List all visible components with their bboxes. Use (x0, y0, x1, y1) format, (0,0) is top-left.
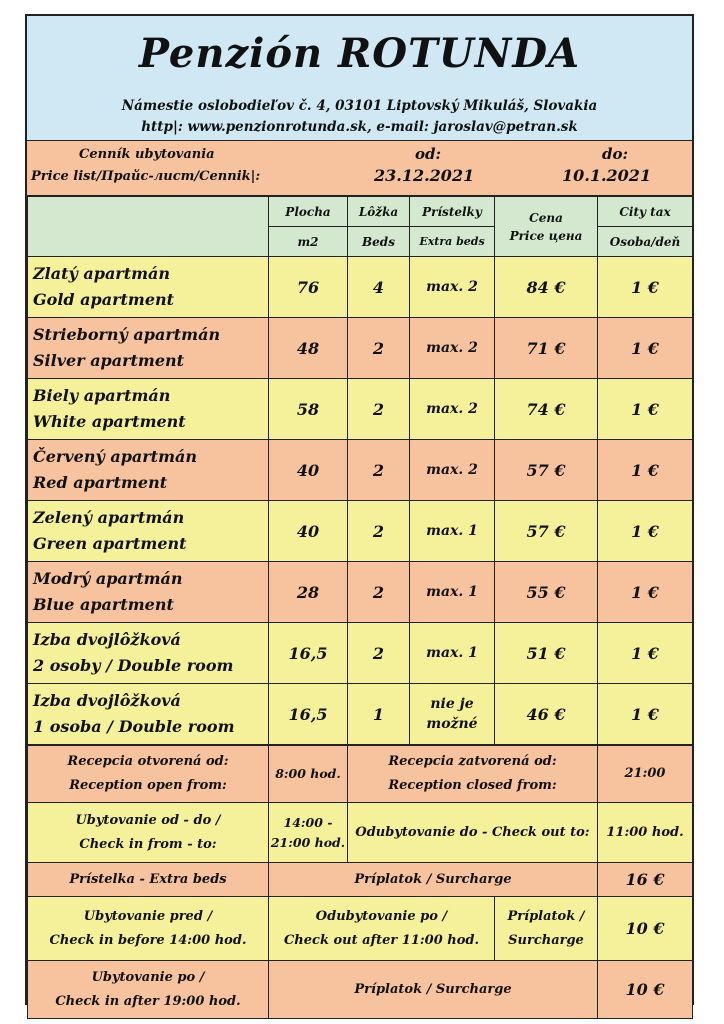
room-name (28, 440, 269, 501)
checkin-time-to: 21:00 hod. (270, 834, 346, 850)
surcharge-line2: Surcharge (508, 932, 584, 948)
table-row (28, 562, 693, 623)
late-checkin-price: 10 € (598, 961, 693, 1019)
reception-closed-sk: Recepcia zatvorená od: (388, 754, 557, 769)
reception-open-en: Reception open from: (69, 778, 227, 793)
extra-bed-label: Prístelka - Extra beds (28, 863, 269, 897)
room-beds: 2 (348, 318, 410, 379)
surcharge-line1: Príplatok / (507, 908, 585, 924)
header-blank (28, 197, 269, 257)
late-checkout-surcharge (495, 897, 598, 961)
room-price: 51 € (495, 623, 598, 684)
room-name (28, 501, 269, 562)
price-list-label-multi: Price list/Прайс-лист/Cennik|: (31, 169, 261, 184)
room-extra: max. 1 (410, 501, 495, 562)
room-name-sk: Modrý apartmán (33, 569, 183, 588)
room-area: 76 (269, 257, 348, 318)
room-name (28, 562, 269, 623)
reception-closed-label (348, 746, 598, 803)
room-area: 58 (269, 379, 348, 440)
room-name-sk: Biely apartmán (33, 386, 171, 405)
checkin-sk: Ubytovanie od - do / (75, 812, 221, 828)
late-checkout-sk: Odubytovanie po / (315, 908, 448, 924)
col-price (495, 197, 598, 257)
room-name-en: Blue apartment (33, 595, 174, 614)
room-beds: 4 (348, 257, 410, 318)
room-name (28, 318, 269, 379)
reception-open-label (28, 746, 269, 803)
room-tax: 1 € (598, 684, 693, 745)
table-row (28, 684, 693, 745)
room-tax: 1 € (598, 318, 693, 379)
col-extra: Prístelky (410, 197, 495, 227)
reception-closed-en: Reception closed from: (388, 778, 557, 793)
room-price: 74 € (495, 379, 598, 440)
early-checkin-label (28, 897, 269, 961)
room-name-en: Silver apartment (33, 351, 185, 370)
period-bar (27, 141, 692, 196)
room-extra: max. 2 (410, 318, 495, 379)
early-checkin-row (28, 897, 693, 961)
room-beds: 2 (348, 623, 410, 684)
room-name (28, 623, 269, 684)
room-name-en: Gold apartment (33, 290, 175, 309)
early-checkin-en: Check in before 14:00 hod. (49, 932, 247, 948)
checkin-time (269, 803, 348, 863)
table-row (28, 379, 693, 440)
room-name-sk: Zelený apartmán (33, 508, 185, 527)
checkin-en: Check in from - to: (79, 836, 217, 852)
rooms-table (27, 196, 693, 745)
page-title: Penzión ROTUNDA (138, 30, 581, 77)
col-area-unit: m2 (269, 227, 348, 257)
room-name-en: 2 osoby / Double room (33, 656, 234, 675)
room-extra: max. 2 (410, 379, 495, 440)
reception-open-sk: Recepcia otvorená od: (67, 754, 229, 769)
col-extra-en: Extra beds (410, 227, 495, 257)
room-price: 55 € (495, 562, 598, 623)
room-price: 57 € (495, 501, 598, 562)
reception-row (28, 746, 693, 803)
late-checkin-sk: Ubytovanie po / (91, 969, 205, 985)
room-tax: 1 € (598, 501, 693, 562)
room-area: 40 (269, 440, 348, 501)
room-name-sk: Izba dvojlôžková (33, 691, 181, 710)
checkout-label: Odubytovanie do - Check out to: (348, 803, 598, 863)
late-checkin-surcharge: Príplatok / Surcharge (269, 961, 598, 1019)
room-extra: max. 1 (410, 623, 495, 684)
reception-closed-time: 21:00 (598, 746, 693, 803)
room-name-sk: Zlatý apartmán (33, 264, 171, 283)
col-price-sk: Cena (529, 210, 563, 225)
info-table (27, 745, 693, 1019)
to-date: 10.1.2021 (562, 166, 652, 185)
late-checkin-label (28, 961, 269, 1019)
room-tax: 1 € (598, 257, 693, 318)
room-name-sk: Červený apartmán (33, 447, 197, 466)
room-tax: 1 € (598, 440, 693, 501)
extra-bed-row (28, 863, 693, 897)
room-beds: 2 (348, 379, 410, 440)
room-beds: 2 (348, 440, 410, 501)
room-name (28, 379, 269, 440)
room-extra: max. 1 (410, 562, 495, 623)
early-checkin-sk: Ubytovanie pred / (83, 908, 213, 924)
extra-bed-price: 16 € (598, 863, 693, 897)
room-name-en: Green apartment (33, 534, 187, 553)
price-list-sheet (25, 14, 694, 1009)
col-beds: Lôžka (348, 197, 410, 227)
room-area: 28 (269, 562, 348, 623)
room-name-en: Red apartment (33, 473, 168, 492)
price-list-label-sk: Cenník ubytovania (79, 147, 215, 162)
room-beds: 2 (348, 562, 410, 623)
room-area: 16,5 (269, 684, 348, 745)
room-tax: 1 € (598, 623, 693, 684)
reception-open-time: 8:00 hod. (269, 746, 348, 803)
col-beds-en: Beds (348, 227, 410, 257)
room-price: 57 € (495, 440, 598, 501)
table-row (28, 257, 693, 318)
room-name (28, 684, 269, 745)
checkout-time: 11:00 hod. (598, 803, 693, 863)
room-name-sk: Strieborný apartmán (33, 325, 221, 344)
website-email: http|: www.penzionrotunda.sk, e-mail: jaroslav@petran.sk (141, 119, 578, 135)
room-price: 84 € (495, 257, 598, 318)
late-checkout-en: Check out after 11:00 hod. (283, 932, 480, 948)
room-name (28, 257, 269, 318)
col-area: Plocha (269, 197, 348, 227)
extra-bed-surcharge: Príplatok / Surcharge (269, 863, 598, 897)
room-beds: 2 (348, 501, 410, 562)
room-area: 40 (269, 501, 348, 562)
room-extra: nie je možné (410, 684, 495, 745)
table-row (28, 623, 693, 684)
room-area: 16,5 (269, 623, 348, 684)
room-price: 46 € (495, 684, 598, 745)
from-label: od: (415, 145, 442, 163)
col-tax-unit: Osoba/deň (598, 227, 693, 257)
table-row (28, 501, 693, 562)
late-checkin-row (28, 961, 693, 1019)
room-name-en: 1 osoba / Double room (33, 717, 235, 736)
checkin-time-from: 14:00 - (283, 814, 333, 830)
early-checkin-price: 10 € (598, 897, 693, 961)
late-checkin-en: Check in after 19:00 hod. (55, 993, 241, 1009)
checkin-row (28, 803, 693, 863)
address: Námestie oslobodieľov č. 4, 03101 Liptovský Mikuláš, Slovakia (121, 98, 598, 114)
room-area: 48 (269, 318, 348, 379)
from-date: 23.12.2021 (374, 166, 475, 185)
room-tax: 1 € (598, 379, 693, 440)
room-tax: 1 € (598, 562, 693, 623)
room-extra: max. 2 (410, 257, 495, 318)
header (27, 16, 692, 141)
table-row (28, 318, 693, 379)
col-price-en: Price цена (509, 228, 583, 243)
table-row (28, 440, 693, 501)
room-beds: 1 (348, 684, 410, 745)
room-name-sk: Izba dvojlôžková (33, 630, 181, 649)
room-name-en: White apartment (33, 412, 186, 431)
checkin-label (28, 803, 269, 863)
late-checkout-label (269, 897, 495, 961)
to-label: do: (602, 145, 629, 163)
room-extra: max. 2 (410, 440, 495, 501)
col-tax: City tax (598, 197, 693, 227)
room-price: 71 € (495, 318, 598, 379)
